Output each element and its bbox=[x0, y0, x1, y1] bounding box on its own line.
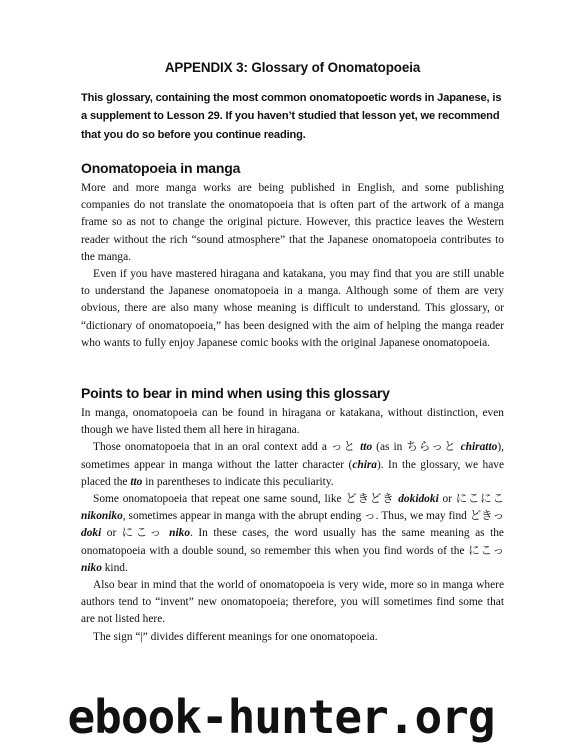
text-run: . In these cases, the word usually has the same meaning as the onomatopoeia with a double sound, so remember this when you find words of the bbox=[81, 527, 504, 557]
paragraph-points-1: In manga, onomatopoeia can be found in hiragana or katakana, without distinction, even though we have listed them all here in hiragana. bbox=[81, 406, 504, 437]
intro-paragraph: This glossary, containing the most common onomatopoetic words in Japanese, is a supplement to Lesson 29. If you haven’t studied that lesson yet, we recommend that you do so before you continue reading. bbox=[81, 92, 502, 141]
romaji-term: niko bbox=[169, 527, 191, 540]
section-gap bbox=[81, 352, 504, 385]
kana-small-tsu: っ bbox=[364, 510, 376, 523]
kana-doki: どきっ bbox=[469, 510, 504, 523]
romaji-term: doki bbox=[81, 527, 102, 540]
text-run: ). In the glossary, we have placed the bbox=[81, 458, 505, 488]
document-page bbox=[81, 60, 504, 646]
section-heading-manga: Onomatopoeia in manga bbox=[81, 159, 241, 176]
paragraph-points-4: Also bear in mind that the world of onomatopoeia is very wide, more so in manga where authors tend to “invent” new onomatopoeia; therefore, you will sometimes find some that are not listed here. bbox=[81, 578, 504, 626]
romaji-term: dokidoki bbox=[398, 492, 439, 505]
watermark-text: ebook-hunter.org bbox=[67, 690, 495, 744]
paragraph-manga-1: More and more manga works are being published in English, and some publishing companies do not translate the onomatopoeia that is often part of the artwork of a manga frame so as not to change the original picture. However, this practice leaves the Western reader without the rich “sound atmosphere” that the Japanese onomatopoeia contributes to the manga. bbox=[81, 181, 504, 263]
kana-nikoniko: にこにこ bbox=[455, 492, 504, 505]
text-run: (as in bbox=[372, 441, 407, 454]
section-heading-points: Points to bear in mind when using this glossary bbox=[81, 384, 390, 401]
romaji-term: chira bbox=[352, 458, 377, 471]
appendix-title: APPENDIX 3: Glossary of Onomatopoeia bbox=[164, 60, 421, 75]
kana-chiratto: ちらっと bbox=[406, 441, 457, 454]
text-run: ), sometimes appear in manga without the latter character ( bbox=[81, 441, 504, 471]
paragraph-points-3 bbox=[81, 491, 504, 577]
text-run: in parentheses to indicate this peculiarity. bbox=[142, 475, 334, 488]
kana-niko: にこっ bbox=[468, 544, 504, 557]
text-run: Some onomatopoeia that repeat one same sound, like bbox=[93, 492, 346, 505]
text-run: or bbox=[101, 527, 122, 540]
paragraph-manga-2: Even if you have mastered hiragana and katakana, you may find that you are still unable to understand the Japanese onomatopoeia in a manga. Although some of them are very obvious, there are also many whose meaning is difficult to understand. This glossary, or “dictionary of onomatopoeia,” has been designed with the aim of helping the manga reader who wants to fully enjoy Japanese comic books with the original Japanese onomatopoeia. bbox=[81, 267, 504, 349]
text-run: kind. bbox=[101, 561, 128, 574]
paragraph-points-2 bbox=[81, 439, 504, 491]
text-run: , sometimes appear in manga with the abrupt ending bbox=[122, 510, 365, 523]
text-run: Those onomatopoeia that in an oral context add a bbox=[93, 441, 331, 454]
romaji-term: tto bbox=[130, 475, 143, 488]
text-run: or bbox=[438, 492, 456, 505]
text-run: . Thus, we may find bbox=[375, 510, 470, 523]
kana-dokidoki: どきどき bbox=[345, 492, 395, 505]
kana-niko: にこっ bbox=[121, 527, 164, 540]
kana-tto: っと bbox=[330, 441, 357, 454]
romaji-term: nikoniko bbox=[81, 510, 123, 523]
paragraph-points-5: The sign “|” divides different meanings for one onomatopoeia. bbox=[93, 630, 378, 643]
romaji-term: tto bbox=[360, 441, 373, 454]
romaji-term: niko bbox=[81, 561, 102, 574]
romaji-term: chiratto bbox=[460, 441, 498, 454]
